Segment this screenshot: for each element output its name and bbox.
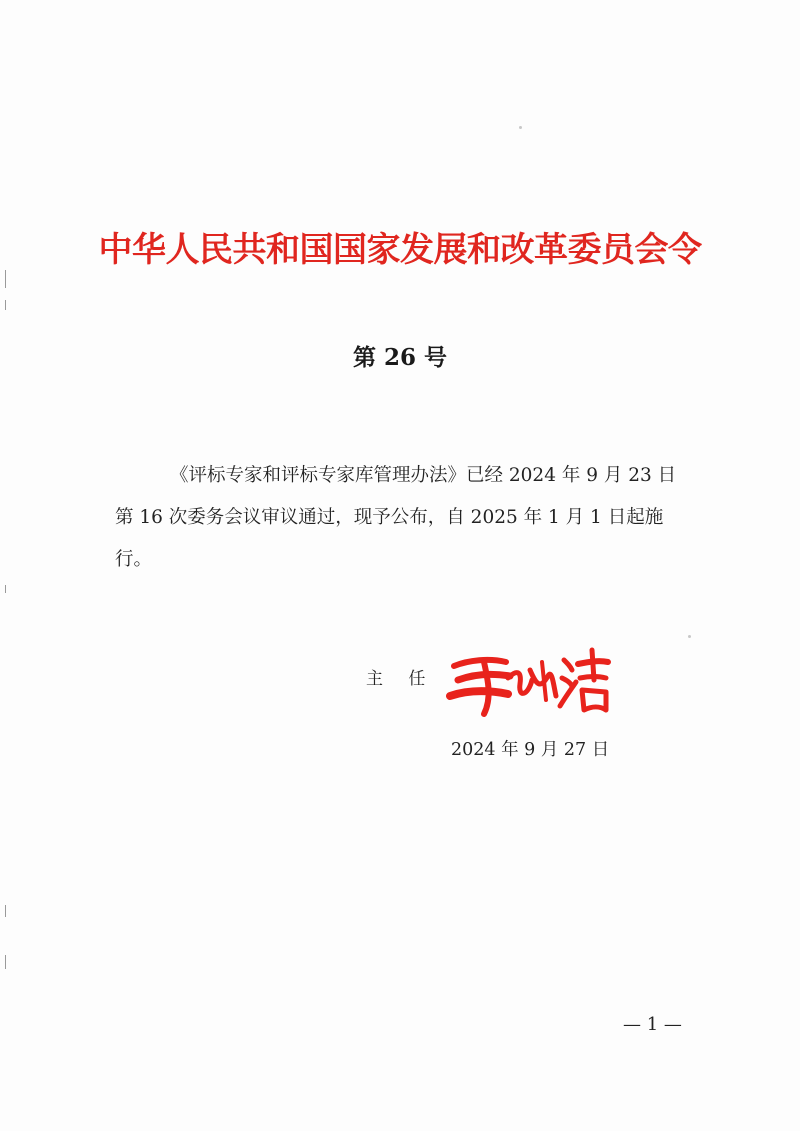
- decree-body: [115, 455, 705, 581]
- issue-date: 2024 年 9 月 27 日: [451, 740, 610, 760]
- body-line: 《评标专家和评标专家库管理办法》已经 2024 年 9 月 23 日: [170, 465, 677, 486]
- scan-mark: [5, 585, 6, 593]
- body-line: 行。: [115, 549, 153, 570]
- signature-block: [366, 640, 626, 720]
- body-line: 第 16 次委务会议审议通过，现予公布，自 2025 年 1 月 1 日起施: [115, 507, 664, 528]
- order-number: 第 26 号: [352, 344, 448, 371]
- scan-speck: [688, 635, 691, 638]
- scan-mark: [5, 270, 6, 288]
- scan-mark: [5, 905, 6, 917]
- page-number: — 1 —: [623, 1014, 682, 1035]
- decree-title: 中华人民共和国国家发展和改革委员会令: [98, 230, 702, 270]
- handwritten-signature: [444, 640, 614, 720]
- signature-label: 主 任: [366, 669, 436, 689]
- scan-mark: [5, 955, 6, 969]
- scan-mark: [5, 300, 6, 310]
- scan-speck: [519, 126, 522, 129]
